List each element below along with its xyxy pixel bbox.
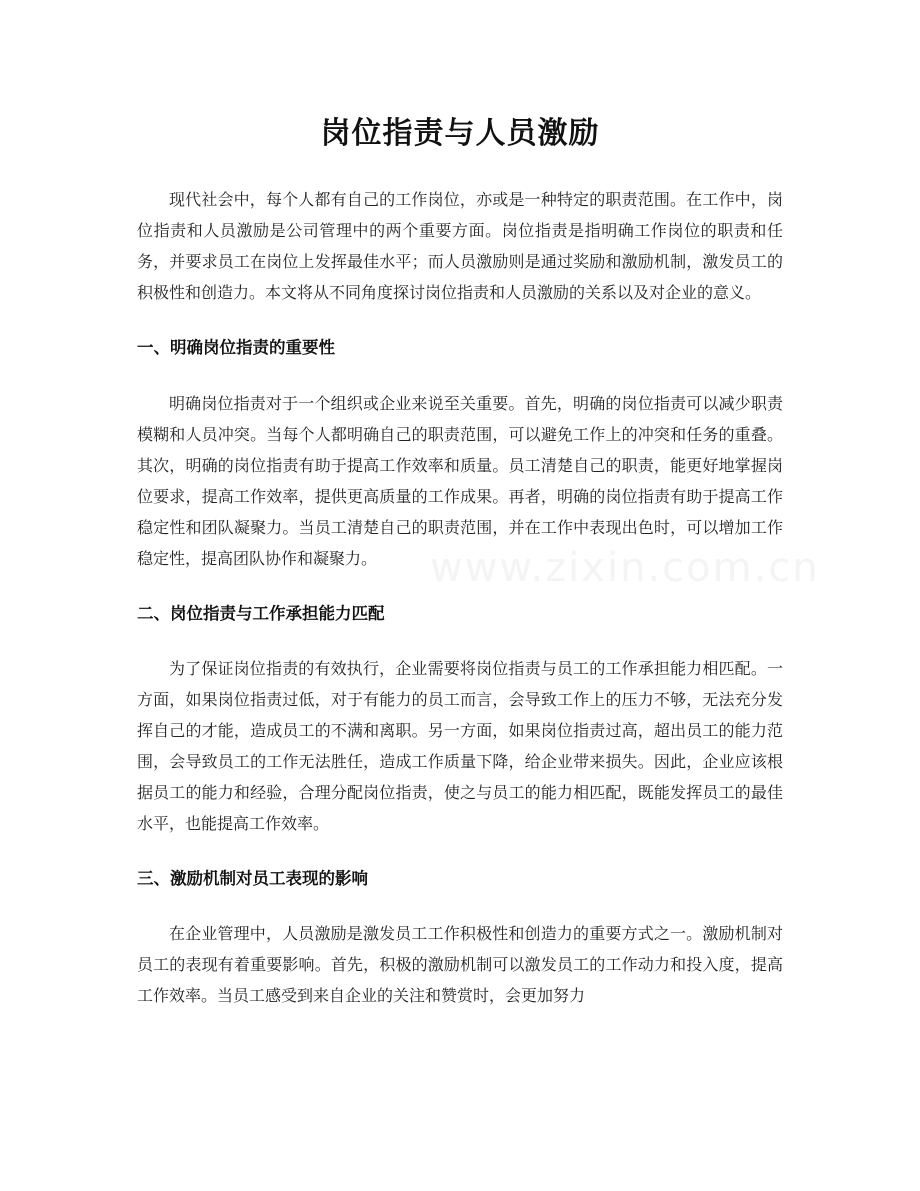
section-1-paragraph: 明确岗位指责对于一个组织或企业来说至关重要。首先，明确的岗位指责可以减少职责模糊和人员冲突。当每个人都明确自己的职责范围，可以避免工作上的冲突和任务的重叠。其次，明确的岗位指责有助于提高工作效率和质量。员工清楚自己的职责，能更好地掌握岗位要求，提高工作效率，提供更高质量的工作成果。再者，明确的岗位指责有助于提高工作稳定性和团队凝聚力。当员工清楚自己的职责范围，并在工作中表现出色时，可以增加工作稳定性，提高团队协作和凝聚力。 <box>137 394 783 568</box>
document-title: 岗位指责与人员激励 <box>320 116 600 151</box>
section-2-paragraph: 为了保证岗位指责的有效执行，企业需要将岗位指责与员工的工作承担能力相匹配。一方面，如果岗位指责过低，对于有能力的员工而言，会导致工作上的压力不够，无法充分发挥自己的才能，造成员工的不满和离职。另一方面，如果岗位指责过高，超出员工的能力范围，会导致员工的工作无法胜任，造成工作质量下降，给企业带来损失。因此，企业应该根据员工的能力和经验，合理分配岗位指责，使之与员工的能力相匹配，既能发挥员工的最佳水平，也能提高工作效率。 <box>137 659 783 833</box>
section-2-heading: 二、岗位指责与工作承担能力匹配 <box>137 604 385 623</box>
section-3-paragraph: 在企业管理中，人员激励是激发员工工作积极性和创造力的重要方式之一。激励机制对员工的表现有着重要影响。首先，积极的激励机制可以激发员工的工作动力和投入度，提高工作效率。当员工感受到来自企业的关注和赞赏时，会更加努力 <box>137 924 783 1005</box>
watermark-text: www.zixin.com.cn <box>430 545 820 591</box>
intro-paragraph: 现代社会中，每个人都有自己的工作岗位，亦或是一种特定的职责范围。在工作中，岗位指责和人员激励是公司管理中的两个重要方面。岗位指责是指明确工作岗位的职责和任务，并要求员工在岗位上发挥最佳水平；而人员激励则是通过奖励和激励机制，激发员工的积极性和创造力。本文将从不同角度探讨岗位指责和人员激励的关系以及对企业的意义。 <box>137 190 783 302</box>
section-1-heading: 一、明确岗位指责的重要性 <box>137 338 335 357</box>
section-3-heading: 三、激励机制对员工表现的影响 <box>137 869 368 888</box>
